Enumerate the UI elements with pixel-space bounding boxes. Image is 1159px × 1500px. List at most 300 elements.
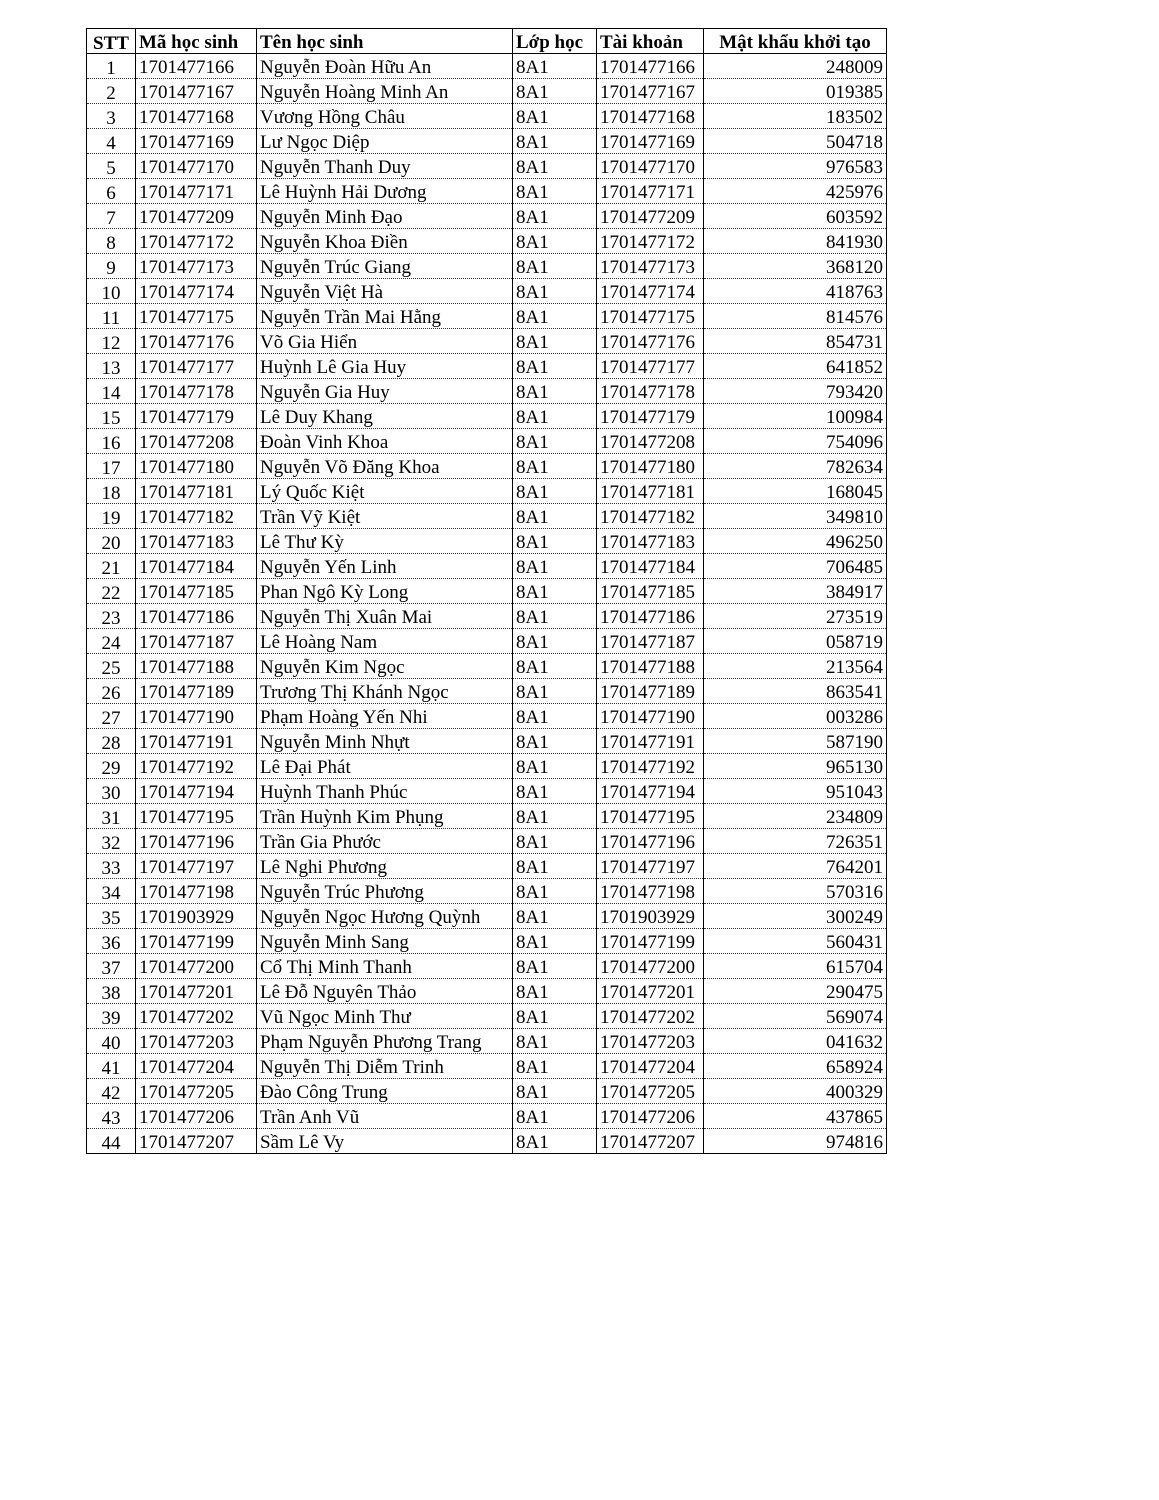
table-row [87, 929, 887, 954]
cell-account: 1701477196 [597, 829, 704, 854]
cell-student-name: Nguyễn Thanh Duy [257, 154, 513, 179]
cell-stt: 15 [87, 404, 136, 429]
table-row [87, 979, 887, 1004]
cell-initial-password: 641852 [704, 354, 887, 379]
table-row [87, 204, 887, 229]
cell-initial-password: 234809 [704, 804, 887, 829]
cell-student-name: Vũ Ngọc Minh Thư [257, 1004, 513, 1029]
cell-class: 8A1 [513, 79, 597, 104]
cell-student-id: 1701477195 [136, 804, 257, 829]
cell-account: 1701477182 [597, 504, 704, 529]
cell-initial-password: 168045 [704, 479, 887, 504]
cell-class: 8A1 [513, 654, 597, 679]
cell-student-id: 1701477185 [136, 579, 257, 604]
cell-class: 8A1 [513, 629, 597, 654]
cell-initial-password: 290475 [704, 979, 887, 1004]
cell-account: 1701477209 [597, 204, 704, 229]
table-row [87, 104, 887, 129]
cell-initial-password: 349810 [704, 504, 887, 529]
cell-student-id: 1701477188 [136, 654, 257, 679]
cell-student-name: Lê Thư Kỳ [257, 529, 513, 554]
cell-stt: 4 [87, 129, 136, 154]
cell-student-name: Nguyễn Ngọc Hương Quỳnh [257, 904, 513, 929]
cell-stt: 21 [87, 554, 136, 579]
table-row [87, 1129, 887, 1154]
cell-class: 8A1 [513, 1129, 597, 1154]
cell-student-id: 1701477209 [136, 204, 257, 229]
cell-stt: 10 [87, 279, 136, 304]
cell-student-id: 1701477196 [136, 829, 257, 854]
cell-student-name: Nguyễn Đoàn Hữu An [257, 54, 513, 79]
cell-stt: 30 [87, 779, 136, 804]
cell-account: 1701477206 [597, 1104, 704, 1129]
cell-initial-password: 248009 [704, 54, 887, 79]
cell-account: 1701903929 [597, 904, 704, 929]
cell-class: 8A1 [513, 254, 597, 279]
table-row [87, 504, 887, 529]
cell-account: 1701477166 [597, 54, 704, 79]
table-row [87, 1004, 887, 1029]
cell-class: 8A1 [513, 504, 597, 529]
cell-student-name: Lý Quốc Kiệt [257, 479, 513, 504]
cell-class: 8A1 [513, 479, 597, 504]
table-row [87, 429, 887, 454]
header-class: Lớp học [513, 29, 597, 54]
cell-stt: 36 [87, 929, 136, 954]
table-row [87, 229, 887, 254]
header-account: Tài khoản [597, 29, 704, 54]
cell-student-id: 1701477174 [136, 279, 257, 304]
cell-stt: 40 [87, 1029, 136, 1054]
cell-stt: 33 [87, 854, 136, 879]
cell-account: 1701477199 [597, 929, 704, 954]
cell-stt: 43 [87, 1104, 136, 1129]
student-account-sheet [86, 28, 886, 1154]
cell-account: 1701477187 [597, 629, 704, 654]
table-row [87, 329, 887, 354]
cell-account: 1701477168 [597, 104, 704, 129]
cell-initial-password: 183502 [704, 104, 887, 129]
cell-student-id: 1701477190 [136, 704, 257, 729]
cell-student-id: 1701477182 [136, 504, 257, 529]
cell-class: 8A1 [513, 1104, 597, 1129]
cell-student-id: 1701477180 [136, 454, 257, 479]
cell-class: 8A1 [513, 1004, 597, 1029]
cell-student-id: 1701477187 [136, 629, 257, 654]
cell-initial-password: 058719 [704, 629, 887, 654]
table-row [87, 379, 887, 404]
cell-student-name: Nguyễn Yến Linh [257, 554, 513, 579]
cell-student-id: 1701477201 [136, 979, 257, 1004]
cell-stt: 5 [87, 154, 136, 179]
cell-student-id: 1701477166 [136, 54, 257, 79]
cell-initial-password: 603592 [704, 204, 887, 229]
cell-student-id: 1701477172 [136, 229, 257, 254]
table-row [87, 529, 887, 554]
cell-account: 1701477203 [597, 1029, 704, 1054]
cell-initial-password: 814576 [704, 304, 887, 329]
cell-student-id: 1701477168 [136, 104, 257, 129]
cell-initial-password: 615704 [704, 954, 887, 979]
cell-class: 8A1 [513, 604, 597, 629]
table-row [87, 754, 887, 779]
table-row [87, 129, 887, 154]
cell-account: 1701477195 [597, 804, 704, 829]
cell-student-name: Lê Duy Khang [257, 404, 513, 429]
cell-class: 8A1 [513, 354, 597, 379]
cell-account: 1701477167 [597, 79, 704, 104]
header-stt: STT [87, 29, 136, 54]
cell-class: 8A1 [513, 454, 597, 479]
cell-student-name: Nguyễn Hoàng Minh An [257, 79, 513, 104]
cell-student-id: 1701477206 [136, 1104, 257, 1129]
cell-account: 1701477190 [597, 704, 704, 729]
table-row [87, 54, 887, 79]
cell-initial-password: 273519 [704, 604, 887, 629]
cell-initial-password: 854731 [704, 329, 887, 354]
cell-student-name: Trần Anh Vũ [257, 1104, 513, 1129]
cell-student-id: 1701477173 [136, 254, 257, 279]
table-row [87, 629, 887, 654]
cell-stt: 44 [87, 1129, 136, 1154]
cell-account: 1701477170 [597, 154, 704, 179]
cell-initial-password: 754096 [704, 429, 887, 454]
cell-student-id: 1701477170 [136, 154, 257, 179]
cell-student-name: Võ Gia Hiển [257, 329, 513, 354]
table-row [87, 79, 887, 104]
cell-stt: 38 [87, 979, 136, 1004]
cell-account: 1701477186 [597, 604, 704, 629]
cell-stt: 24 [87, 629, 136, 654]
table-row [87, 354, 887, 379]
cell-student-id: 1701477192 [136, 754, 257, 779]
table-row [87, 679, 887, 704]
cell-stt: 2 [87, 79, 136, 104]
cell-student-name: Nguyễn Trúc Giang [257, 254, 513, 279]
cell-initial-password: 041632 [704, 1029, 887, 1054]
cell-student-name: Lê Đỗ Nguyên Thảo [257, 979, 513, 1004]
cell-class: 8A1 [513, 704, 597, 729]
cell-student-name: Nguyễn Trần Mai Hằng [257, 304, 513, 329]
cell-account: 1701477197 [597, 854, 704, 879]
cell-account: 1701477173 [597, 254, 704, 279]
cell-stt: 11 [87, 304, 136, 329]
cell-stt: 9 [87, 254, 136, 279]
cell-student-name: Phạm Hoàng Yến Nhi [257, 704, 513, 729]
cell-student-name: Nguyễn Trúc Phương [257, 879, 513, 904]
table-row [87, 829, 887, 854]
cell-student-id: 1701477204 [136, 1054, 257, 1079]
cell-class: 8A1 [513, 204, 597, 229]
cell-stt: 41 [87, 1054, 136, 1079]
cell-account: 1701477208 [597, 429, 704, 454]
cell-stt: 3 [87, 104, 136, 129]
cell-student-id: 1701477208 [136, 429, 257, 454]
cell-student-name: Sầm Lê Vy [257, 1129, 513, 1154]
cell-account: 1701477175 [597, 304, 704, 329]
cell-account: 1701477189 [597, 679, 704, 704]
table-row [87, 1029, 887, 1054]
cell-student-id: 1701477197 [136, 854, 257, 879]
cell-student-name: Trần Vỹ Kiệt [257, 504, 513, 529]
table-row [87, 804, 887, 829]
cell-stt: 28 [87, 729, 136, 754]
cell-student-name: Nguyễn Minh Nhựt [257, 729, 513, 754]
cell-initial-password: 764201 [704, 854, 887, 879]
cell-account: 1701477172 [597, 229, 704, 254]
cell-initial-password: 863541 [704, 679, 887, 704]
table-row [87, 729, 887, 754]
cell-student-name: Nguyễn Võ Đăng Khoa [257, 454, 513, 479]
cell-class: 8A1 [513, 129, 597, 154]
cell-class: 8A1 [513, 179, 597, 204]
cell-initial-password: 974816 [704, 1129, 887, 1154]
cell-stt: 17 [87, 454, 136, 479]
cell-student-name: Đào Công Trung [257, 1079, 513, 1104]
table-row [87, 879, 887, 904]
cell-stt: 20 [87, 529, 136, 554]
cell-stt: 14 [87, 379, 136, 404]
cell-stt: 18 [87, 479, 136, 504]
table-row [87, 904, 887, 929]
cell-class: 8A1 [513, 54, 597, 79]
cell-initial-password: 706485 [704, 554, 887, 579]
cell-initial-password: 587190 [704, 729, 887, 754]
cell-student-id: 1701477171 [136, 179, 257, 204]
cell-stt: 8 [87, 229, 136, 254]
student-account-table [86, 28, 887, 1154]
table-row [87, 579, 887, 604]
table-row [87, 779, 887, 804]
cell-initial-password: 300249 [704, 904, 887, 929]
cell-class: 8A1 [513, 754, 597, 779]
cell-student-name: Trần Gia Phước [257, 829, 513, 854]
table-row [87, 454, 887, 479]
cell-student-name: Đoàn Vinh Khoa [257, 429, 513, 454]
cell-stt: 29 [87, 754, 136, 779]
cell-student-id: 1701477169 [136, 129, 257, 154]
cell-stt: 31 [87, 804, 136, 829]
cell-initial-password: 003286 [704, 704, 887, 729]
cell-account: 1701477184 [597, 554, 704, 579]
cell-initial-password: 504718 [704, 129, 887, 154]
cell-initial-password: 965130 [704, 754, 887, 779]
table-row [87, 304, 887, 329]
cell-stt: 16 [87, 429, 136, 454]
cell-class: 8A1 [513, 1054, 597, 1079]
cell-class: 8A1 [513, 729, 597, 754]
cell-account: 1701477201 [597, 979, 704, 1004]
cell-class: 8A1 [513, 154, 597, 179]
table-row [87, 954, 887, 979]
cell-class: 8A1 [513, 579, 597, 604]
table-row [87, 1104, 887, 1129]
cell-stt: 19 [87, 504, 136, 529]
cell-account: 1701477204 [597, 1054, 704, 1079]
cell-initial-password: 951043 [704, 779, 887, 804]
table-row [87, 179, 887, 204]
cell-stt: 22 [87, 579, 136, 604]
cell-student-name: Nguyễn Thị Diễm Trinh [257, 1054, 513, 1079]
cell-class: 8A1 [513, 104, 597, 129]
table-row [87, 404, 887, 429]
cell-student-name: Huỳnh Lê Gia Huy [257, 354, 513, 379]
cell-account: 1701477177 [597, 354, 704, 379]
cell-class: 8A1 [513, 779, 597, 804]
cell-initial-password: 560431 [704, 929, 887, 954]
cell-student-name: Nguyễn Kim Ngọc [257, 654, 513, 679]
cell-initial-password: 425976 [704, 179, 887, 204]
cell-stt: 39 [87, 1004, 136, 1029]
cell-account: 1701477176 [597, 329, 704, 354]
cell-student-name: Cổ Thị Minh Thanh [257, 954, 513, 979]
cell-student-name: Lê Đại Phát [257, 754, 513, 779]
cell-student-name: Trương Thị Khánh Ngọc [257, 679, 513, 704]
cell-account: 1701477205 [597, 1079, 704, 1104]
cell-initial-password: 496250 [704, 529, 887, 554]
cell-initial-password: 368120 [704, 254, 887, 279]
cell-account: 1701477188 [597, 654, 704, 679]
cell-student-id: 1701477167 [136, 79, 257, 104]
table-row [87, 704, 887, 729]
cell-class: 8A1 [513, 554, 597, 579]
cell-account: 1701477179 [597, 404, 704, 429]
cell-student-name: Phan Ngô Kỳ Long [257, 579, 513, 604]
cell-stt: 32 [87, 829, 136, 854]
cell-student-name: Nguyễn Minh Sang [257, 929, 513, 954]
cell-initial-password: 418763 [704, 279, 887, 304]
cell-initial-password: 841930 [704, 229, 887, 254]
cell-student-id: 1701477191 [136, 729, 257, 754]
cell-student-id: 1701477176 [136, 329, 257, 354]
cell-student-id: 1701477175 [136, 304, 257, 329]
cell-class: 8A1 [513, 229, 597, 254]
table-row [87, 254, 887, 279]
cell-initial-password: 726351 [704, 829, 887, 854]
cell-class: 8A1 [513, 529, 597, 554]
cell-class: 8A1 [513, 429, 597, 454]
cell-stt: 23 [87, 604, 136, 629]
cell-student-id: 1701903929 [136, 904, 257, 929]
cell-account: 1701477174 [597, 279, 704, 304]
cell-initial-password: 570316 [704, 879, 887, 904]
cell-stt: 42 [87, 1079, 136, 1104]
cell-student-name: Phạm Nguyễn Phương Trang [257, 1029, 513, 1054]
cell-student-name: Nguyễn Minh Đạo [257, 204, 513, 229]
table-body [87, 54, 887, 1154]
cell-class: 8A1 [513, 679, 597, 704]
cell-class: 8A1 [513, 954, 597, 979]
table-row [87, 154, 887, 179]
cell-student-id: 1701477199 [136, 929, 257, 954]
cell-stt: 26 [87, 679, 136, 704]
cell-initial-password: 569074 [704, 1004, 887, 1029]
cell-student-name: Nguyễn Khoa Điền [257, 229, 513, 254]
cell-initial-password: 658924 [704, 1054, 887, 1079]
cell-student-id: 1701477194 [136, 779, 257, 804]
cell-initial-password: 213564 [704, 654, 887, 679]
cell-initial-password: 384917 [704, 579, 887, 604]
cell-student-id: 1701477203 [136, 1029, 257, 1054]
cell-class: 8A1 [513, 329, 597, 354]
cell-student-name: Trần Huỳnh Kim Phụng [257, 804, 513, 829]
table-row [87, 479, 887, 504]
cell-stt: 1 [87, 54, 136, 79]
cell-stt: 13 [87, 354, 136, 379]
cell-student-name: Nguyễn Việt Hà [257, 279, 513, 304]
cell-stt: 25 [87, 654, 136, 679]
cell-class: 8A1 [513, 304, 597, 329]
cell-class: 8A1 [513, 929, 597, 954]
cell-student-id: 1701477179 [136, 404, 257, 429]
cell-account: 1701477183 [597, 529, 704, 554]
cell-class: 8A1 [513, 1079, 597, 1104]
cell-student-id: 1701477198 [136, 879, 257, 904]
cell-student-name: Nguyễn Thị Xuân Mai [257, 604, 513, 629]
cell-student-id: 1701477181 [136, 479, 257, 504]
cell-class: 8A1 [513, 979, 597, 1004]
cell-student-id: 1701477189 [136, 679, 257, 704]
table-row [87, 279, 887, 304]
cell-stt: 34 [87, 879, 136, 904]
cell-initial-password: 100984 [704, 404, 887, 429]
cell-account: 1701477180 [597, 454, 704, 479]
cell-class: 8A1 [513, 279, 597, 304]
table-row [87, 604, 887, 629]
header-student-id: Mã học sinh [136, 29, 257, 54]
cell-class: 8A1 [513, 829, 597, 854]
cell-student-name: Lư Ngọc Diệp [257, 129, 513, 154]
cell-student-id: 1701477178 [136, 379, 257, 404]
cell-account: 1701477194 [597, 779, 704, 804]
cell-stt: 6 [87, 179, 136, 204]
cell-student-id: 1701477177 [136, 354, 257, 379]
cell-initial-password: 400329 [704, 1079, 887, 1104]
cell-student-name: Huỳnh Thanh Phúc [257, 779, 513, 804]
cell-class: 8A1 [513, 854, 597, 879]
cell-account: 1701477191 [597, 729, 704, 754]
cell-account: 1701477207 [597, 1129, 704, 1154]
cell-initial-password: 782634 [704, 454, 887, 479]
cell-stt: 27 [87, 704, 136, 729]
cell-account: 1701477198 [597, 879, 704, 904]
cell-class: 8A1 [513, 404, 597, 429]
cell-stt: 12 [87, 329, 136, 354]
cell-account: 1701477192 [597, 754, 704, 779]
header-student-name: Tên học sinh [257, 29, 513, 54]
cell-student-name: Vương Hồng Châu [257, 104, 513, 129]
cell-class: 8A1 [513, 904, 597, 929]
cell-account: 1701477185 [597, 579, 704, 604]
cell-account: 1701477169 [597, 129, 704, 154]
cell-account: 1701477171 [597, 179, 704, 204]
table-row [87, 1054, 887, 1079]
cell-student-id: 1701477186 [136, 604, 257, 629]
cell-initial-password: 019385 [704, 79, 887, 104]
cell-class: 8A1 [513, 1029, 597, 1054]
table-header-row [87, 29, 887, 54]
cell-initial-password: 793420 [704, 379, 887, 404]
table-row [87, 554, 887, 579]
table-row [87, 854, 887, 879]
cell-student-id: 1701477184 [136, 554, 257, 579]
cell-stt: 35 [87, 904, 136, 929]
cell-class: 8A1 [513, 379, 597, 404]
cell-class: 8A1 [513, 879, 597, 904]
cell-stt: 7 [87, 204, 136, 229]
cell-student-name: Lê Huỳnh Hải Dương [257, 179, 513, 204]
cell-account: 1701477178 [597, 379, 704, 404]
